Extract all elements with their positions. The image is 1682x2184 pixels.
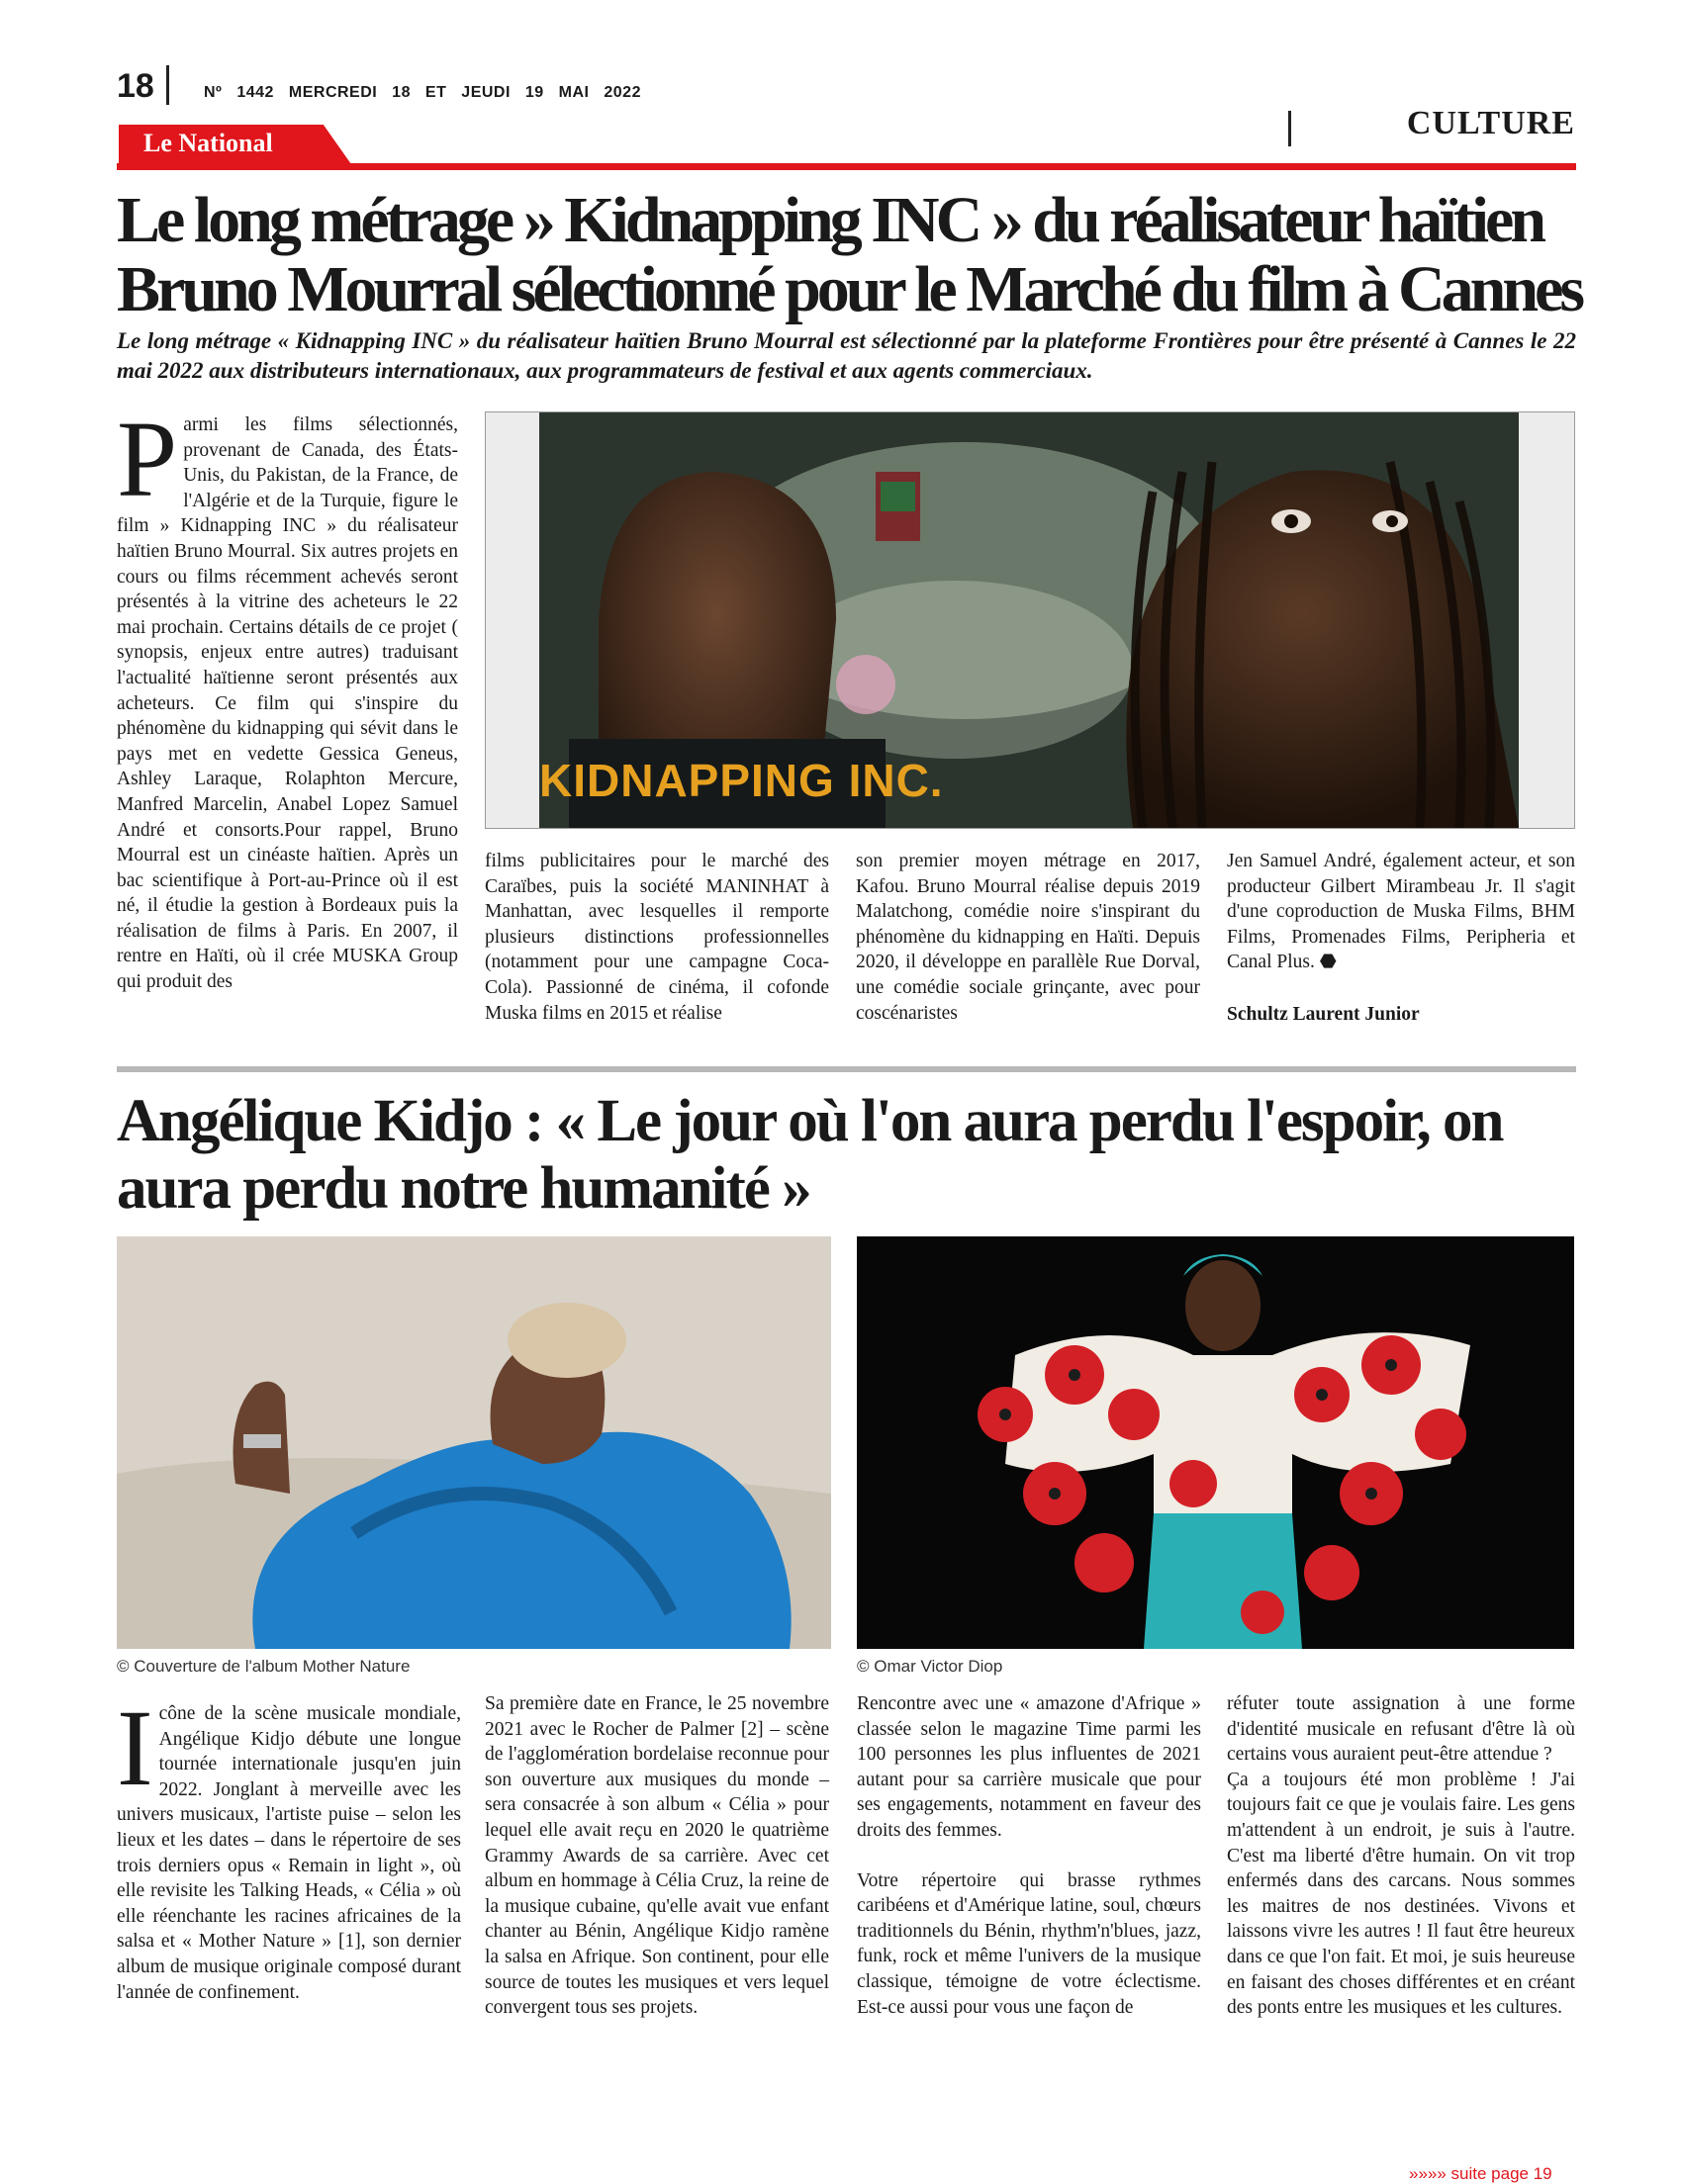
- article1-byline: Schultz Laurent Junior: [1227, 1004, 1420, 1025]
- article2-headline: Angélique Kidjo : « Le jour où l'on aura perdu l'espoir, on aura perdu notre humanité »: [117, 1088, 1503, 1222]
- album-cover-illustration: [117, 1236, 831, 1649]
- performer-photo: [857, 1236, 1574, 1649]
- article1-column-4-text: Jen Samuel André, également acteur, et son producteur Gilbert Mirambeau Jr. Il s'agit d'une coproduction de Muska Films, BHM Films, Promenades Films, Peripheria et Canal Plus.: [1227, 851, 1575, 973]
- article2-drop-cap: I: [117, 1687, 153, 1808]
- article1-column-2: films publicitaires pour le marché des Caraïbes, puis la société MANINHAT à Manhattan, avec lesquelles il remporte plusieurs distinctions professionnelles (notamment pour une campagne Coca-Cola). Passionné de cinéma, il cofonde Muska films en 2015 et réalise: [485, 851, 829, 1024]
- performer-illustration: [857, 1236, 1574, 1649]
- film-still-photo: [485, 411, 1575, 829]
- section-label: CULTURE: [1406, 105, 1575, 141]
- issue-date-line: Nº 1442 MERCREDI 18 ET JEUDI 19 MAI 2022: [204, 84, 641, 101]
- article1-column-1: [117, 399, 458, 995]
- article1-deck: Le long métrage « Kidnapping INC » du réalisateur haïtien Bruno Mourral est sélectionné par la plateforme Frontières pour être présenté à Cannes le 22 mai 2022 aux distributeurs internationaux, aux programmateurs de festival et aux agents commerciaux.: [117, 328, 1576, 383]
- article-divider: [117, 1066, 1576, 1072]
- article1-column-1-text: armi les films sélectionnés, provenant de Canada, des États-Unis, du Pakistan, de la France, de l'Algérie et de la Turquie, figure le film » Kidnapping INC » du réalisateur haïtien Bruno Mourral. Six autres projets en cours ou films récemment achevés seront présentés à la vitrine des acheteurs le 22 mai prochain. Certains détails de ce projet ( synopsis, enjeux entre autres) traduisant l'actualité haïtienne seront présentés aux acheteurs. Ce film qui s'inspire du phénomène du kidnapping qui sévit dans le pays met en vedette Gessica Geneus, Ashley Laraque, Rolaphton Mercure, Manfred Marcelin, Anabel Lopez Samuel André et consorts.Pour rappel, Bruno Mourral est un cinéaste haïtien. Après un bac scientifique à Port-au-Prince où il est né, il étudie la gestion à Bordeaux puis la réalisation de films à Paris. En 2007, il rentre en Haïti, où il crée MUSKA Group qui produit des: [117, 414, 458, 993]
- article2-column-3-para-2: Votre répertoire qui brasse rythmes caribéens et d'Amérique latine, soul, chœurs traditionnels du Bénin, rhythm'n'blues, jazz, funk, rock et même l'univers de la musique classique, témoigne de votre éclectisme. Est-ce aussi pour vous une façon de: [857, 1869, 1201, 2018]
- brand-name: Le National: [143, 129, 273, 157]
- article2-column-2: Sa première date en France, le 25 novembre 2021 avec le Rocher de Palmer [2] – scène de l'agglomération bordelaise reconnue pour son ouverture aux musiques du monde – sera consacrée à son album « Célia » pour lequel elle avait reçu en 2020 le quatrième Grammy Awards de sa carrière. Avec cet album en hommage à Célia Cruz, la reine de la musique cubaine, qu'elle avait vue enfant chanter au Bénin, Angélique Kidjo ramène la salsa en Afrique. Son continent, pour elle source de toutes les musiques et vers lequel convergent tous ses projets.: [485, 1693, 829, 2019]
- article2-column-1: [117, 1687, 461, 2005]
- article2-column-4-para-1: réfuter toute assignation à une forme d'identité musicale en refusant d'être là où certains vous auraient peut-être attendue ?: [1227, 1693, 1575, 1766]
- photo-credit-album: © Couverture de l'album Mother Nature: [117, 1657, 411, 1676]
- section-divider: [1288, 111, 1291, 146]
- album-cover-photo: [117, 1236, 831, 1649]
- header-divider: [166, 65, 169, 105]
- article2-column-4: [1227, 1691, 1575, 2021]
- header-rule: [117, 163, 1576, 170]
- page-number: 18: [117, 67, 154, 105]
- film-title-overlay: KIDNAPPING INC.: [539, 755, 944, 806]
- article1-column-4: [1227, 849, 1575, 975]
- article2-column-1-text: cône de la scène musicale mondiale, Angélique Kidjo débute une longue tournée internationale jusqu'en juin 2022. Jonglant à merveille avec les univers musicaux, l'artiste puise – selon les lieux et les dates – dans le répertoire de ses trois derniers opus « Remain in light », où elle revisite les Talking Heads, « Célia » où elle réenchante les racines africaines de la salsa et « Mother Nature » [1], son dernier album de musique originale composé durant l'année de confinement.: [117, 1703, 461, 2003]
- article1-headline: Le long métrage » Kidnapping INC » du réalisateur haïtien Bruno Mourral sélectionné pour le Marché du film à Cannes: [117, 184, 1582, 325]
- article1-column-3: son premier moyen métrage en 2017, Kafou. Bruno Mourral réalise depuis 2019 Malatchong, comédie noire s'inspirant du phénomène du kidnapping en Haïti. Depuis 2020, il développe en parallèle Rue Dorval, une comédie sociale grinçante, avec pour coscénaristes: [856, 851, 1200, 1024]
- article2-column-3: [857, 1691, 1201, 2020]
- end-mark-icon: ⬣: [1319, 952, 1337, 973]
- continued-link[interactable]: »»»» suite page 19: [1409, 2164, 1552, 2183]
- article2-column-3-para-1: Rencontre avec une « amazone d'Afrique » classée selon le magazine Time parmi les 100 personnes les plus influentes de 2021 autant pour sa carrière musicale que pour ses engagements, notamment en faveur des droits des femmes.: [857, 1693, 1201, 1841]
- article1-drop-cap: P: [117, 399, 178, 519]
- photo-credit-performer: © Omar Victor Diop: [857, 1657, 1003, 1676]
- article2-column-4-para-2: Ça a toujours été mon problème ! J'ai toujours fait ce que je voulais faire. Les gens m'attendent à un endroit, je suis à l'autre. C'est ma liberté d'être humain. On vit trop enfermés dans des carcans. Nous sommes les maitres de nos destinées. Vivons et laissons vivre les autres ! Il faut être heureux dans ce que l'on fait. Et moi, je suis heureuse en faisant des choses différentes et en créant des ponts entre les musiques et les cultures.: [1227, 1769, 1575, 2019]
